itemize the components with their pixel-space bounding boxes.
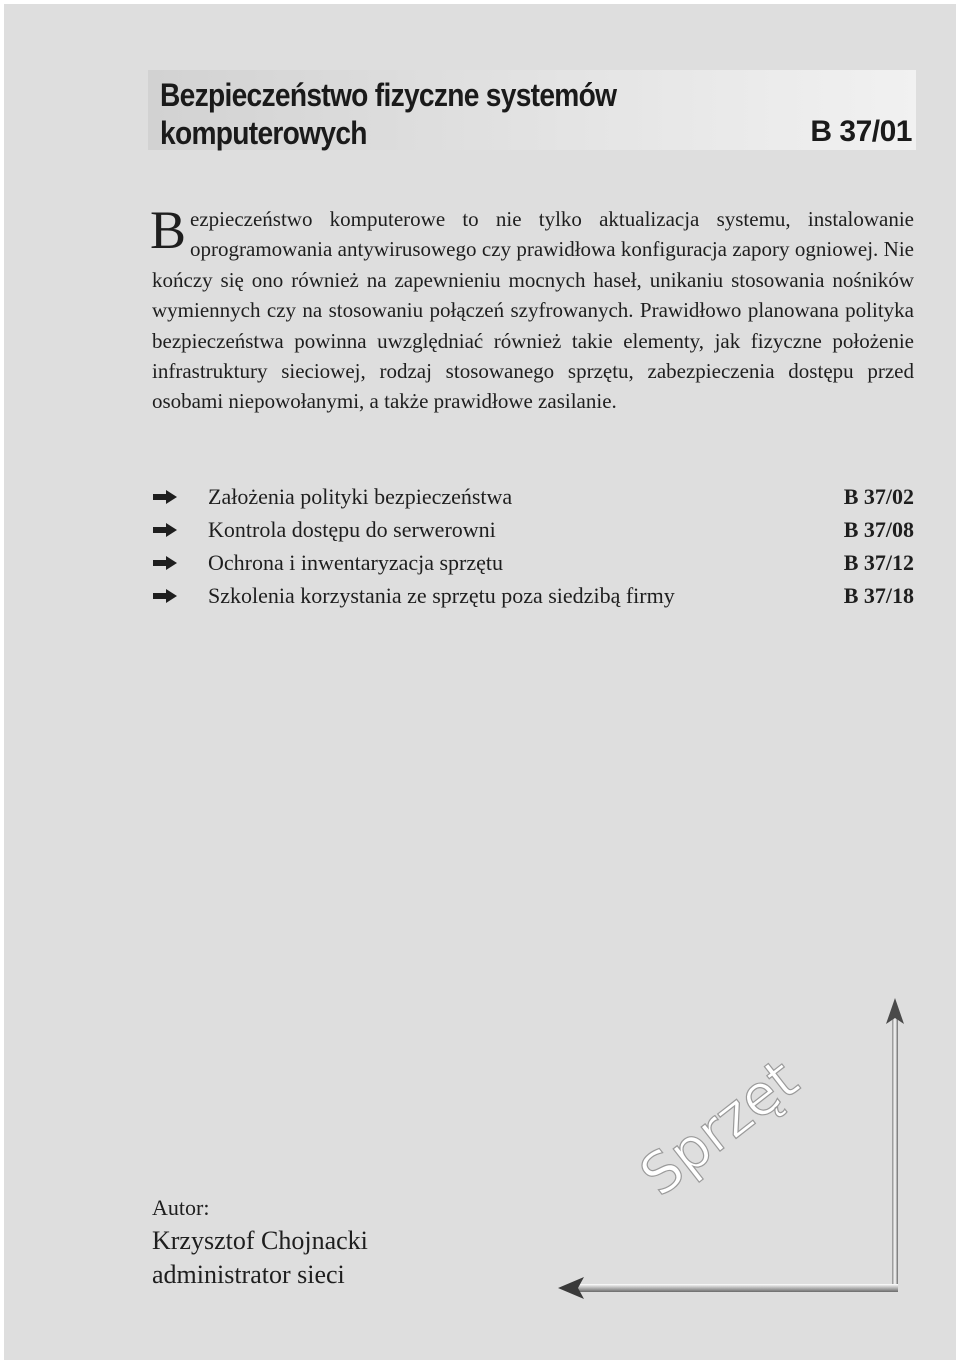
toc-item-label: Ochrona i inwentaryzacja sprzętu	[208, 550, 504, 575]
toc-item-code: B 37/02	[843, 484, 914, 509]
toc-item[interactable]	[152, 513, 914, 546]
watermark-text: Sprzęt	[628, 1047, 811, 1210]
document-code: B 37/01	[810, 115, 912, 148]
table-of-contents	[152, 480, 914, 612]
toc-item-code: B 37/08	[843, 517, 914, 542]
page-title: Bezpieczeństwo fizyczne systemów komputerowych	[160, 77, 617, 151]
right-arrow-icon	[152, 555, 178, 571]
vertical-arrow-shaft	[892, 1014, 898, 1292]
toc-item-label: Kontrola dostępu do serwerowni	[208, 517, 496, 542]
corner-arrows-graphic	[540, 990, 920, 1310]
author-name: Krzysztof Chojnacki	[152, 1226, 368, 1255]
toc-item[interactable]	[152, 546, 914, 579]
intro-text: ezpieczeństwo komputerowe to nie tylko aktualizacja systemu, instalowanie oprogramowania antywirusowego czy prawidłowa konfiguracja zapory ogniowej. Nie kończy się ono również na zapewnieniu mocnych haseł, unikaniu stosowania nośników wymiennych czy na stosowaniu połączeń szyfrowanych. Prawidłowo planowana polityka bezpieczeństwa powinna uwzględniać również takie elementy, jak fizyczne położenie infrastruktury sieciowej, rodzaj stosowanego sprzętu, zabezpieczenia dostępu przed osobami niepowołanymi, a także prawidłowe zasilanie.	[152, 207, 914, 414]
toc-item[interactable]	[152, 480, 914, 513]
toc-item-label: Szkolenia korzystania ze sprzętu poza siedzibą firmy	[208, 583, 675, 608]
author-label: Autor:	[152, 1195, 210, 1220]
horizontal-arrow-shaft	[574, 1284, 898, 1292]
right-arrow-icon	[152, 489, 178, 505]
toc-item-code: B 37/18	[843, 583, 914, 608]
toc-item[interactable]	[152, 579, 914, 612]
right-arrow-icon	[152, 588, 178, 604]
right-arrow-icon	[152, 522, 178, 538]
toc-item-code: B 37/12	[843, 550, 914, 575]
author-role: administrator sieci	[152, 1260, 345, 1289]
toc-item-label: Założenia polityki bezpieczeństwa	[208, 484, 513, 509]
drop-cap: B	[150, 200, 187, 260]
author-block	[152, 1192, 368, 1292]
intro-paragraph	[150, 200, 914, 417]
